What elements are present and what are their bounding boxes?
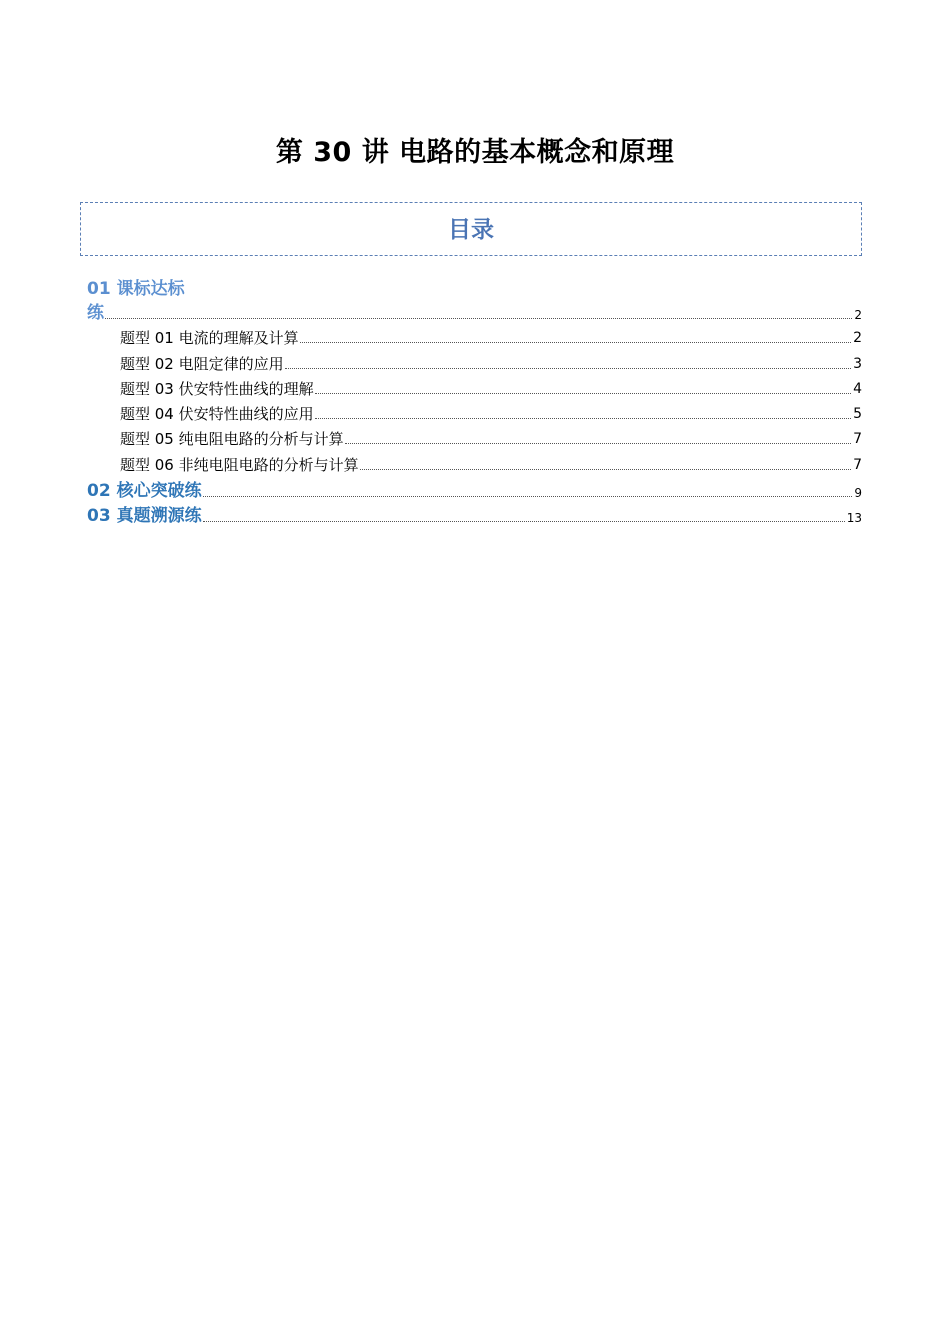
toc-section-02[interactable] xyxy=(87,480,862,502)
toc-item-06[interactable] xyxy=(120,453,862,475)
toc-leader xyxy=(285,367,851,369)
toc-page-number: 13 xyxy=(846,511,862,525)
toc-item-label[interactable]: 题型 01 电流的理解及计算 xyxy=(120,329,299,347)
toc-item-04[interactable] xyxy=(120,402,862,424)
toc-section-01-label-line2[interactable]: 练 xyxy=(87,303,104,323)
toc-page-number: 9 xyxy=(854,486,862,500)
toc-item-02[interactable] xyxy=(120,352,862,374)
toc-item-label[interactable]: 题型 04 伏安特性曲线的应用 xyxy=(120,405,314,423)
toc-page-number: 3 xyxy=(853,356,862,372)
toc-page-number: 7 xyxy=(853,431,862,447)
toc-item-01[interactable] xyxy=(120,326,862,348)
toc-page-number: 2 xyxy=(854,308,862,322)
toc-page-number: 4 xyxy=(853,381,862,397)
toc-leader xyxy=(360,468,851,470)
toc-leader xyxy=(105,317,852,319)
toc-leader xyxy=(315,417,851,419)
toc-leader xyxy=(203,520,845,522)
toc-section-label[interactable]: 03 真题溯源练 xyxy=(87,506,202,526)
toc-leader xyxy=(315,392,851,394)
toc-item-label[interactable]: 题型 02 电阻定律的应用 xyxy=(120,355,284,373)
toc-section-01-label-line1[interactable]: 01 课标达标 xyxy=(87,279,185,299)
toc-item-label[interactable]: 题型 05 纯电阻电路的分析与计算 xyxy=(120,430,344,448)
toc-item-03[interactable] xyxy=(120,377,862,399)
toc-page-number: 2 xyxy=(853,330,862,346)
toc-item-label[interactable]: 题型 06 非纯电阻电路的分析与计算 xyxy=(120,456,359,474)
toc-section-label[interactable]: 02 核心突破练 xyxy=(87,481,202,501)
toc-heading: 目录 xyxy=(448,217,494,243)
page-title: 第 30 讲 电路的基本概念和原理 xyxy=(275,137,675,168)
toc-item-label[interactable]: 题型 03 伏安特性曲线的理解 xyxy=(120,380,314,398)
toc-item-05[interactable] xyxy=(120,427,862,449)
toc-leader xyxy=(203,495,853,497)
toc-leader xyxy=(345,442,851,444)
toc-heading-box xyxy=(80,202,862,256)
toc-section-03[interactable] xyxy=(87,505,862,527)
toc-page-number: 5 xyxy=(853,406,862,422)
toc-page-number: 7 xyxy=(853,457,862,473)
toc-section-01[interactable] xyxy=(87,302,862,324)
toc-leader xyxy=(300,341,851,343)
